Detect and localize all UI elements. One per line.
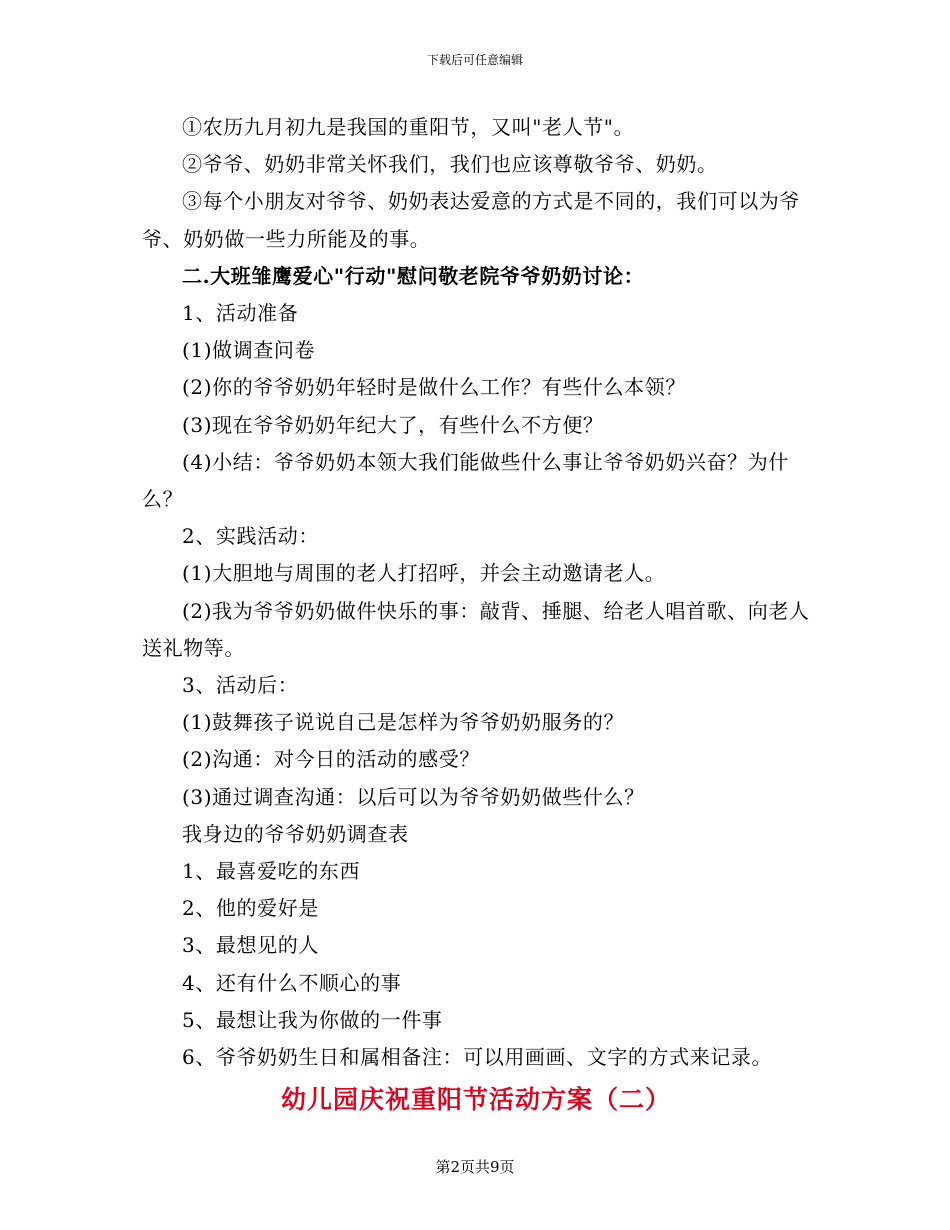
- step-2-item-2: (2)我为爷爷奶奶做件快乐的事：敲背、捶腿、给老人唱首歌、向老人送礼物等。: [142, 598, 810, 660]
- section-heading: 二.大班雏鹰爱心"行动"慰问敬老院爷爷奶奶讨论：: [182, 263, 645, 288]
- page-footer: 第2页共9页: [435, 1158, 515, 1176]
- step-1-item-4: (4)小结：爷爷奶奶本领大我们能做些什么事让爷爷奶奶兴奋？为什么？: [142, 449, 789, 512]
- survey-item-3: 3、最想见的人: [182, 933, 319, 958]
- survey-title: 我身边的爷爷奶奶调查表: [182, 821, 409, 846]
- paragraph-point-3: ③每个小朋友对爷爷、奶奶表达爱意的方式是不同的，我们可以为爷爷、奶奶做一些力所能及的事。: [142, 189, 800, 251]
- paragraph-point-1: ①农历九月初九是我国的重阳节，又叫"老人节"。: [182, 115, 635, 139]
- page-header: 下载后可任意编辑: [426, 53, 523, 67]
- survey-item-4: 4、还有什么不顺心的事: [182, 970, 402, 995]
- survey-item-6: 6、爷爷奶奶生日和属相备注：可以用画画、文字的方式来记录。: [182, 1045, 773, 1070]
- step-2-item-1: (1)大胆地与周围的老人打招呼，并会主动邀请老人。: [182, 561, 666, 586]
- step-3-item-3: (3)通过调查沟通：以后可以为爷爷奶奶做些什么？: [182, 784, 645, 809]
- step-3-heading: 3、活动后：: [182, 673, 299, 698]
- survey-item-2: 2、他的爱好是: [182, 896, 319, 921]
- step-1-item-1: (1)做调查问卷: [182, 338, 316, 363]
- step-1-item-3: (3)现在爷爷奶奶年纪大了，有些什么不方便？: [182, 412, 604, 437]
- survey-item-5: 5、最想让我为你做的一件事: [182, 1007, 443, 1032]
- step-3-item-1: (1)鼓舞孩子说说自己是怎样为爷爷奶奶服务的？: [182, 710, 625, 735]
- document-body: [142, 109, 810, 1124]
- paragraph-point-2: ②爷爷、奶奶非常关怀我们，我们也应该尊敬爷爷、奶奶。: [182, 152, 718, 177]
- step-1-heading: 1、活动准备: [182, 301, 299, 326]
- step-1-item-2: (2)你的爷爷奶奶年轻时是做什么工作？有些什么本领？: [182, 375, 686, 400]
- step-2-heading: 2、实践活动：: [182, 524, 319, 549]
- survey-item-1: 1、最喜爱吃的东西: [182, 859, 361, 884]
- step-3-item-2: (2)沟通：对今日的活动的感受？: [182, 747, 480, 772]
- section-title: 幼儿园庆祝重阳节活动方案（二）: [280, 1085, 671, 1115]
